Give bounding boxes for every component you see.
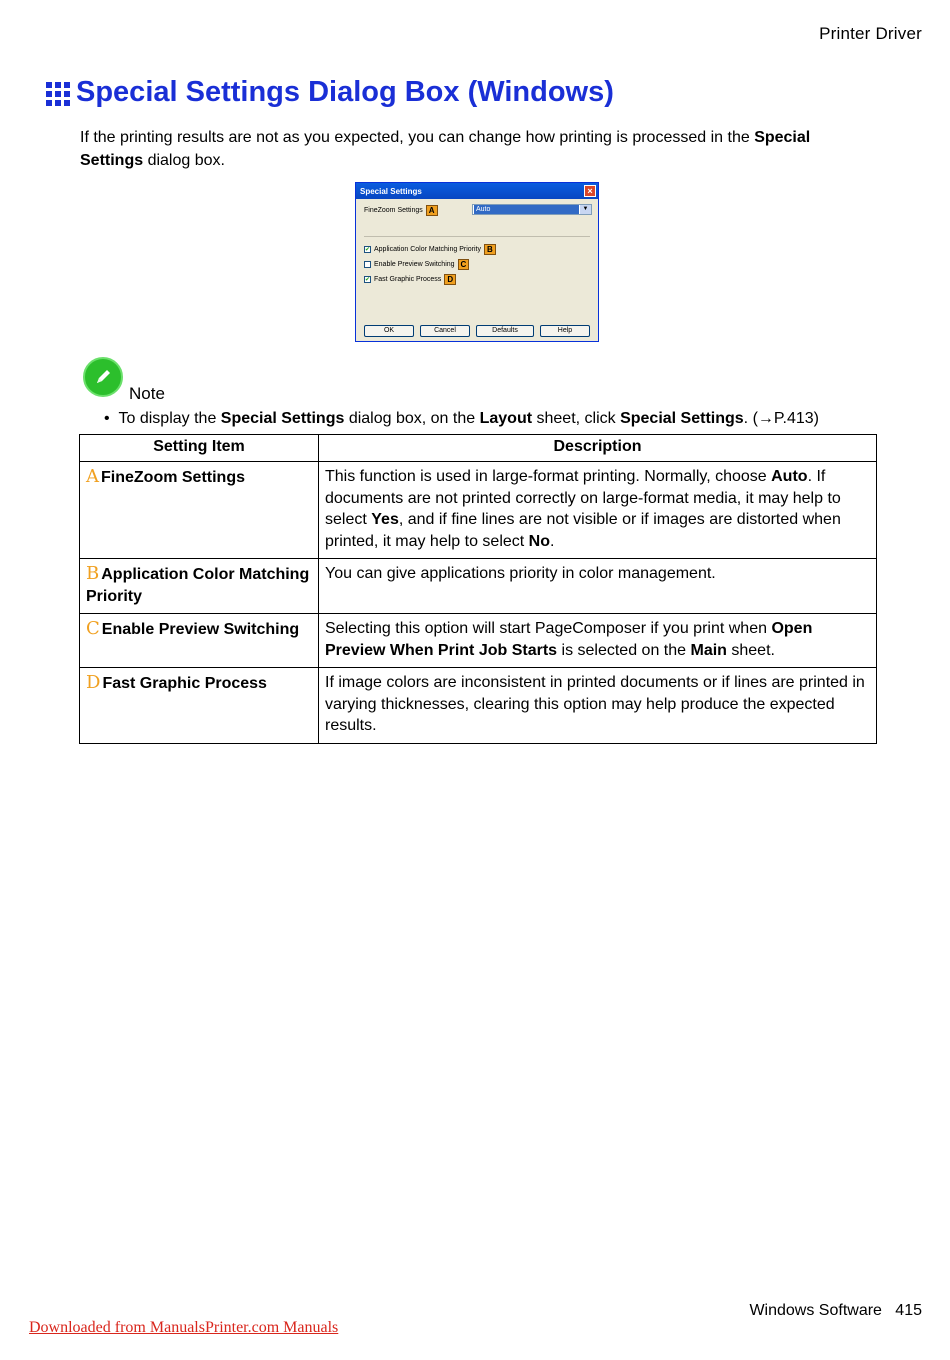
description-cell: You can give applications priority in color management.	[319, 559, 877, 614]
finezoom-label: FineZoom Settings	[364, 207, 423, 214]
pencil-icon	[83, 357, 123, 397]
setting-item-cell: D Fast Graphic Process	[80, 668, 319, 744]
setting-item-cell: B Application Color Matching Priority	[80, 559, 319, 614]
page-title: Special Settings Dialog Box (Windows)	[76, 76, 614, 108]
dialog-title: Special Settings	[360, 186, 422, 196]
badge-d: D	[444, 274, 456, 285]
badge-b: B	[484, 244, 496, 255]
table-row	[80, 462, 877, 559]
note-bullet: • To display the Special Settings dialog box, on the Layout sheet, click Special Settings. (→P.413)	[104, 410, 819, 427]
description-cell: If image colors are inconsistent in printed documents or if lines are printed in varying thicknesses, clearing this option may help produce the expected results.	[319, 668, 877, 744]
enable-preview-row[interactable]	[364, 259, 469, 270]
fast-graphic-row[interactable]	[364, 274, 456, 285]
app-color-row[interactable]	[364, 244, 496, 255]
badge-c: C	[458, 259, 470, 270]
table-row	[80, 614, 877, 668]
cancel-button[interactable]: Cancel	[420, 325, 470, 337]
finezoom-select-value: Auto	[474, 205, 579, 214]
header-setting-item: Setting Item	[80, 435, 319, 462]
special-settings-dialog	[355, 182, 599, 342]
help-button[interactable]: Help	[540, 325, 590, 337]
app-color-label: Application Color Matching Priority	[374, 246, 481, 253]
app-color-checkbox[interactable]: ✔	[365, 247, 371, 253]
settings-table	[79, 434, 877, 744]
defaults-button[interactable]: Defaults	[476, 325, 534, 337]
setting-item-cell: C Enable Preview Switching	[80, 614, 319, 668]
page-number: 415	[895, 1302, 922, 1319]
table-row	[80, 668, 877, 744]
finezoom-select[interactable]	[472, 204, 592, 215]
description-cell: Selecting this option will start PageComposer if you print when Open Preview When Print Job Starts is selected on the Main sheet.	[319, 614, 877, 668]
note-label: Note	[129, 384, 165, 403]
footer-section: Windows Software 415	[749, 1302, 922, 1319]
grid-icon	[46, 82, 70, 106]
ok-button[interactable]: OK	[364, 325, 414, 337]
intro-paragraph: If the printing results are not as you expected, you can change how printing is processed in the Special Settings dialog box.	[80, 129, 811, 169]
description-cell: This function is used in large-format printing. Normally, choose Auto. If documents are not printed correctly on large-format media, it may help to select Yes, and if fine lines are not visible or if images are distorted when printed, it may help to select No.	[319, 462, 877, 559]
header-section: Printer Driver	[819, 24, 922, 43]
dialog-titlebar	[356, 183, 598, 199]
enable-preview-checkbox[interactable]	[364, 261, 371, 268]
badge-a: A	[426, 205, 438, 216]
fast-graphic-label: Fast Graphic Process	[374, 276, 442, 283]
table-header-row	[80, 435, 877, 462]
page-heading	[46, 76, 614, 109]
chevron-down-icon[interactable]: ▼	[580, 205, 591, 214]
setting-item-cell: A FineZoom Settings	[80, 462, 319, 559]
finezoom-row	[364, 205, 438, 216]
close-icon[interactable]: ×	[584, 185, 596, 197]
table-row	[80, 559, 877, 614]
dialog-separator	[364, 236, 590, 237]
enable-preview-label: Enable Preview Switching	[374, 261, 455, 268]
download-link[interactable]: Downloaded from ManualsPrinter.com Manuals	[29, 1319, 339, 1336]
fast-graphic-checkbox[interactable]: ✔	[365, 277, 371, 283]
dialog-buttons	[364, 325, 590, 337]
header-description: Description	[319, 435, 877, 462]
